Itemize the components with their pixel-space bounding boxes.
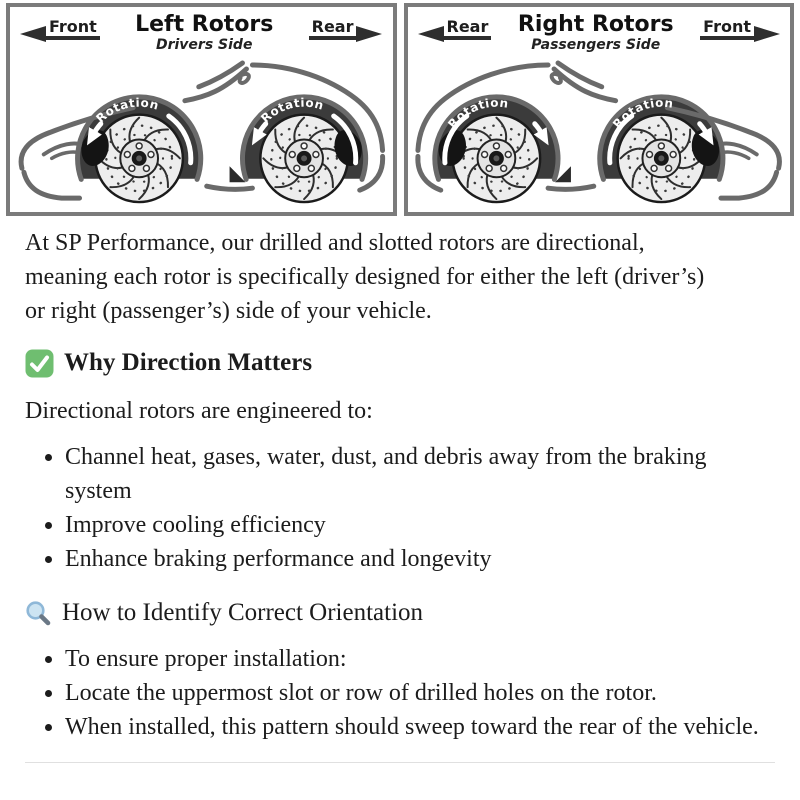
article-body: [0, 216, 800, 763]
right-panel-header: [408, 13, 791, 53]
rear-label: Rear: [309, 19, 357, 41]
left-panel-titles: [135, 13, 273, 53]
right-rotors-panel: [404, 3, 795, 216]
left-arrow-icon: [20, 26, 46, 42]
front-direction-arrow: [20, 17, 100, 42]
left-panel-title: Left Rotors: [135, 12, 274, 37]
list-item: • When installed, this pattern should sweep toward the rear of the vehicle.: [65, 710, 775, 744]
magnifying-glass-icon: [25, 600, 52, 627]
rear-direction-arrow: [309, 17, 383, 42]
section1-lead: Directional rotors are engineered to:: [25, 398, 373, 424]
section2-heading-text: How to Identify Correct Orientation: [62, 599, 424, 626]
rotation-text-rear: Rotation: [444, 95, 510, 132]
left-panel-subtitle: Drivers Side: [155, 37, 253, 54]
rotation-text-front: Rotation: [609, 95, 674, 132]
section-heading-identify-orientation: [25, 596, 775, 630]
left-rotors-panel: [6, 3, 397, 216]
front-direction-arrow: [700, 17, 780, 42]
right-panel-subtitle: Passengers Side: [531, 37, 661, 54]
check-mark-icon: [25, 349, 54, 378]
rotation-text-front: Rotation: [93, 95, 161, 126]
section1-heading-text: Why Direction Matters: [64, 349, 313, 376]
right-arrow-icon: [356, 26, 382, 42]
list-item: • Locate the uppermost slot or row of drilled holes on the rotor.: [65, 676, 775, 710]
front-label: Front: [700, 19, 754, 41]
list-item: • Improve cooling efficiency: [65, 508, 775, 542]
orientation-steps-list: [25, 642, 775, 744]
left-panel-header: [10, 13, 393, 53]
bottom-divider: [25, 762, 775, 763]
list-item: • Channel heat, gases, water, dust, and debris away from the braking system: [65, 440, 775, 508]
rotation-text-rear: Rotation: [258, 95, 326, 126]
front-label: Front: [46, 19, 100, 41]
list-item: • Enhance braking performance and longevity: [65, 542, 775, 576]
right-arrow-icon: [754, 26, 780, 42]
rear-label: Rear: [444, 19, 492, 41]
list-item: • To ensure proper installation:: [65, 642, 775, 676]
right-panel-titles: [518, 13, 674, 53]
rotor-direction-diagram: [0, 0, 800, 216]
right-panel-title: Right Rotors: [517, 12, 674, 37]
benefits-list: [25, 440, 775, 576]
section-heading-why-direction-matters: [25, 346, 775, 380]
rear-direction-arrow: [418, 17, 492, 42]
intro-paragraph: At SP Performance, our drilled and slotted rotors are directional, meaning each rotor is specifically designed for either the left (driver’s) or right (passenger’s) side of your vehicle.: [25, 230, 705, 324]
left-arrow-icon: [418, 26, 444, 42]
